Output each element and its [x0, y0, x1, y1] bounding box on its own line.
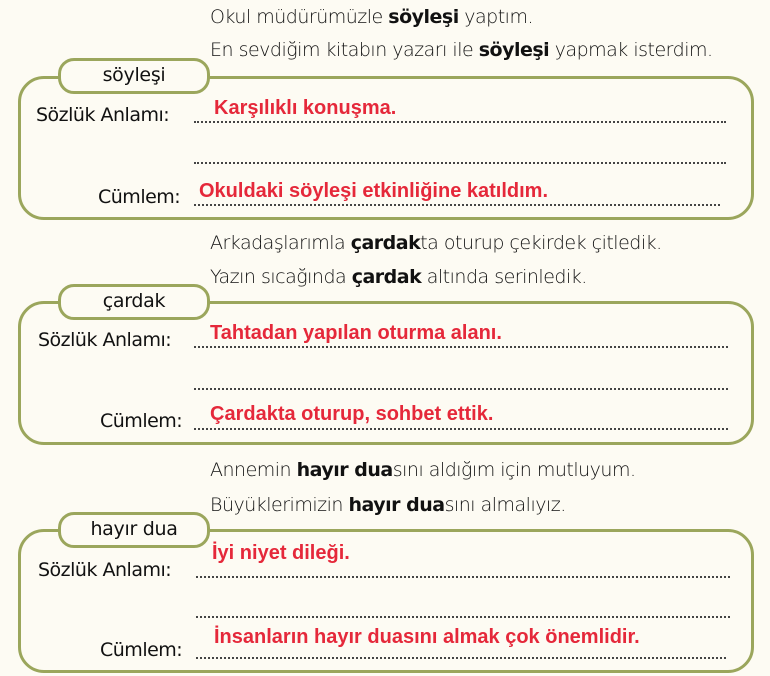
sentence-label: Cümlem: [100, 639, 183, 661]
meaning-answer: Karşılıklı konuşma. [214, 97, 397, 119]
keyword: çardak [351, 266, 422, 288]
text: Büyüklerimizin [210, 494, 349, 516]
text: Annemin [210, 459, 297, 481]
example-sentence [210, 459, 636, 481]
sentence-answer: Çardakta oturup, sohbet ettik. [210, 403, 494, 425]
keyword: çardak [350, 232, 421, 254]
word-tab: söyleşi [58, 58, 210, 94]
text: En sevdiğim kitabın yazarı ile [210, 39, 479, 61]
meaning-line-2[interactable] [196, 616, 730, 618]
text: Okul müdürümüzle [210, 6, 389, 28]
text: yapmak isterdim. [549, 39, 713, 61]
text: ta oturup çekirdek çitledik. [420, 232, 662, 254]
meaning-line-2[interactable] [194, 388, 728, 390]
meaning-line[interactable] [194, 121, 726, 123]
meaning-line-2[interactable] [194, 162, 726, 164]
example-sentence [210, 39, 713, 61]
keyword: hayır dua [348, 494, 445, 516]
sentence-answer: İnsanların hayır duasını almak çok önemlidir. [214, 626, 640, 648]
sentence-line[interactable] [194, 204, 720, 206]
text: Arkadaşlarımla [210, 232, 351, 254]
meaning-label: Sözlük Anlamı: [38, 329, 172, 351]
sentence-answer: Okuldaki söyleşi etkinliğine katıldım. [199, 180, 549, 202]
meaning-label: Sözlük Anlamı: [38, 559, 172, 581]
text: yaptım. [458, 6, 534, 28]
text: sını almalıyız. [444, 494, 566, 516]
meaning-line[interactable] [196, 576, 730, 578]
keyword: söyleşi [388, 6, 459, 28]
example-sentence [210, 6, 533, 28]
meaning-label: Sözlük Anlamı: [36, 104, 170, 126]
word-tab: hayır dua [58, 512, 210, 548]
keyword: söyleşi [478, 39, 550, 61]
text: sını aldığım için mutluyum. [392, 459, 636, 481]
meaning-line[interactable] [194, 346, 728, 348]
keyword: hayır dua [296, 459, 393, 481]
meaning-answer: Tahtadan yapılan oturma alanı. [210, 322, 502, 344]
text: altında serinledik. [421, 266, 587, 288]
meaning-answer: İyi niyet dileği. [212, 542, 350, 564]
sentence-line[interactable] [194, 428, 728, 430]
example-sentence [210, 232, 662, 254]
word-tab: çardak [58, 284, 210, 320]
text: Yazın sıcağında [210, 266, 352, 288]
sentence-line[interactable] [196, 657, 726, 659]
example-sentence [210, 266, 587, 288]
sentence-label: Cümlem: [98, 186, 181, 208]
example-sentence [210, 494, 566, 516]
sentence-label: Cümlem: [100, 410, 183, 432]
